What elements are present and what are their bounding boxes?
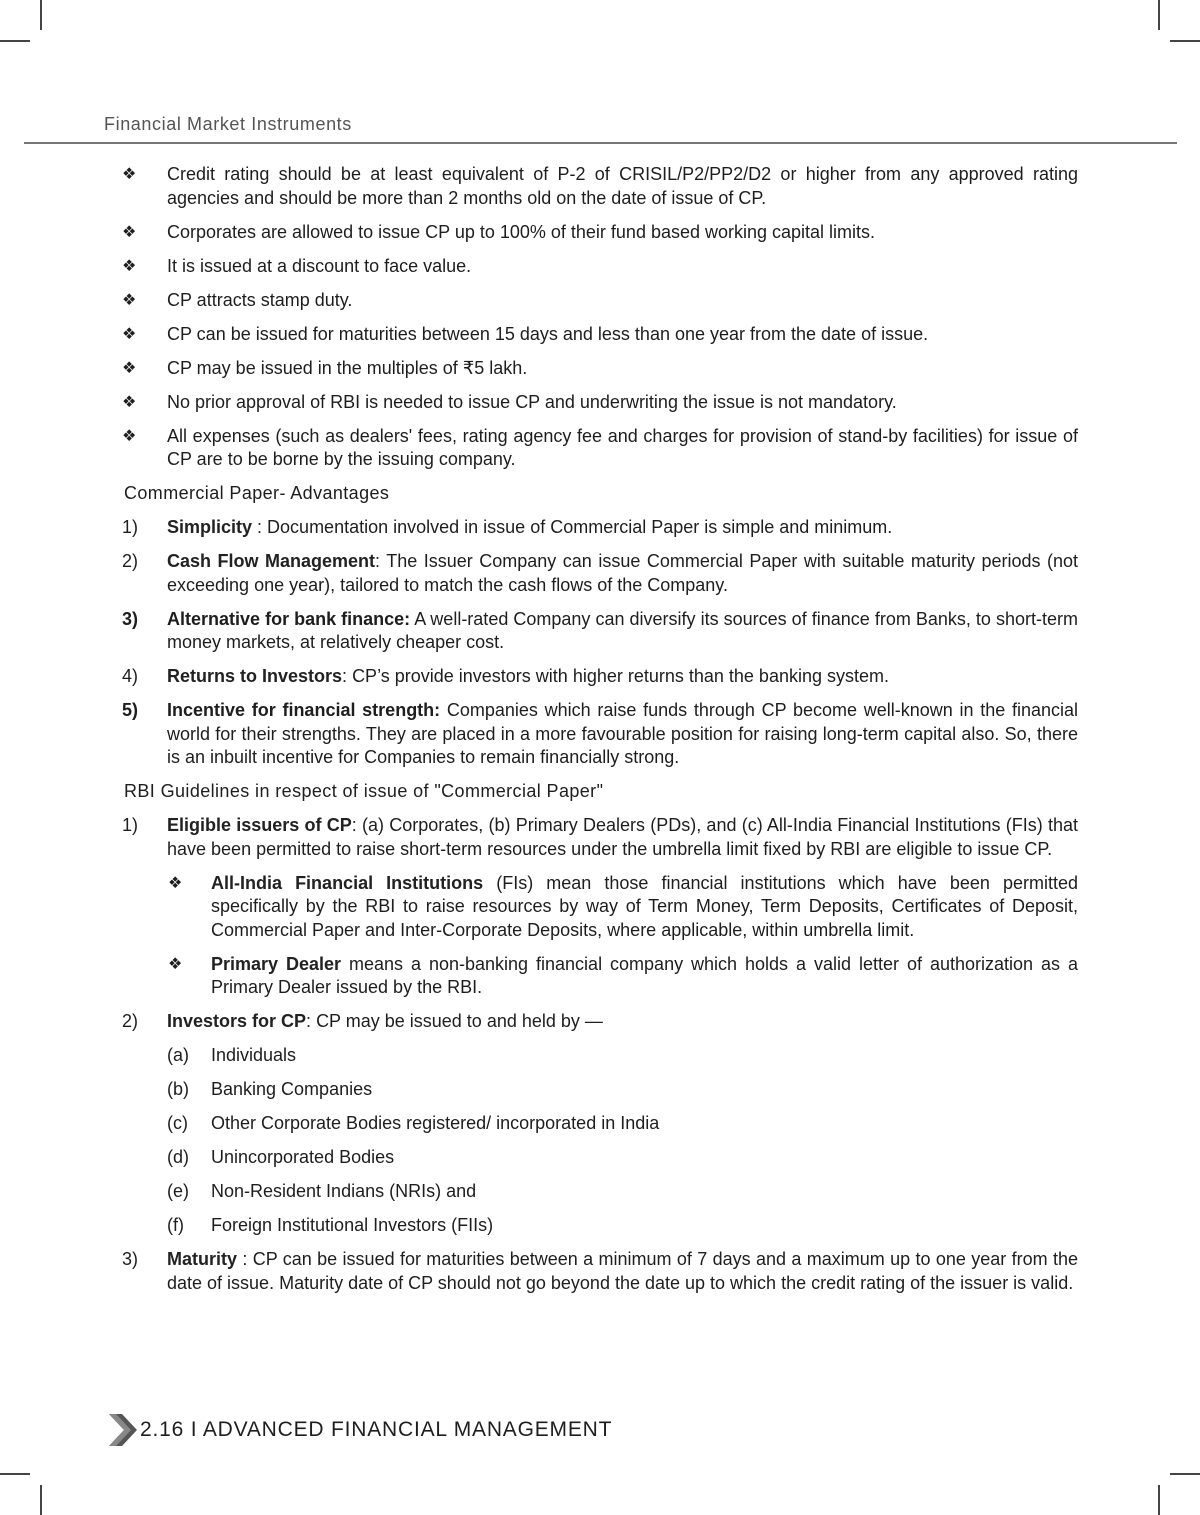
chevron-right-icon bbox=[108, 1414, 138, 1446]
list-item: 1) Simplicity : Documentation involved in issue of Commercial Paper is simple and minimum. bbox=[122, 517, 893, 537]
list-item: ❖ All-India Financial Institutions (FIs) mean those financial institutions which have been permitted specifically by the RBI to raise resources by way of Term Money, Term Deposits, Certificates of Deposit, Commercial Paper and Inter-Corporate Deposits, where applicable, within umbrella limit. bbox=[168, 872, 1078, 940]
list-item: ❖ CP can be issued for maturities between 15 days and less than one year from the date of issue. bbox=[0, 323, 1200, 347]
diamond-bullet-icon: ❖ bbox=[122, 166, 137, 183]
diamond-bullet-icon: ❖ bbox=[122, 427, 137, 445]
list-item: ❖ All expenses (such as dealers' fees, rating agency fee and charges for provision of stand-by facilities) for issue of CP are to be borne by the issuing company. bbox=[122, 425, 1078, 469]
list-item: ❖ Credit rating should be at least equivalent of P-2 of CRISIL/P2/PP2/D2 or higher from any approved rating agencies and should be more than 2 months old on the date of issue of CP. bbox=[122, 164, 1078, 208]
diamond-bullet-icon: ❖ bbox=[122, 257, 137, 275]
footer-text: 2.16 I ADVANCED FINANCIAL MANAGEMENT bbox=[140, 1418, 613, 1441]
list-item: 4) Returns to Investors: CP’s provide investors with higher returns than the banking system. bbox=[122, 666, 889, 686]
running-header: Financial Market Instruments bbox=[104, 114, 352, 134]
section-heading: Commercial Paper- Advantages bbox=[124, 483, 390, 503]
diamond-bullet-icon: ❖ bbox=[122, 325, 137, 343]
crop-mark bbox=[1170, 40, 1200, 42]
diamond-bullet-icon: ❖ bbox=[122, 223, 137, 241]
list-item: (c) Other Corporate Bodies registered/ incorporated in India bbox=[167, 1113, 660, 1133]
section-heading: RBI Guidelines in respect of issue of "Commercial Paper" bbox=[124, 781, 604, 801]
list-item: (d) Unincorporated Bodies bbox=[167, 1147, 395, 1167]
list-item: (b) Banking Companies bbox=[167, 1079, 373, 1099]
list-item: ❖ Corporates are allowed to issue CP up to 100% of their fund based working capital limits. bbox=[0, 221, 1200, 245]
diamond-bullet-icon: ❖ bbox=[168, 874, 183, 892]
list-item: (e) Non-Resident Indians (NRIs) and bbox=[167, 1181, 477, 1201]
list-item: ❖ CP attracts stamp duty. bbox=[0, 289, 1200, 313]
crop-mark bbox=[1170, 1473, 1200, 1475]
list-item: 1) Eligible issuers of CP: (a) Corporates, (b) Primary Dealers (PDs), and (c) All-India Financial Institutions (FIs) that have been permitted to raise short-term resources under the umbrella limit fixed by RBI are eligible to issue CP. bbox=[122, 815, 1078, 859]
list-item: ❖ CP may be issued in the multiples of ₹5 lakh. bbox=[0, 357, 1200, 381]
crop-mark bbox=[1158, 1485, 1160, 1515]
diamond-bullet-icon: ❖ bbox=[168, 955, 183, 973]
crop-mark bbox=[40, 1485, 42, 1515]
crop-mark bbox=[0, 40, 30, 42]
list-item: (f) Foreign Institutional Investors (FIIs) bbox=[167, 1215, 494, 1235]
diamond-bullet-icon: ❖ bbox=[122, 359, 137, 377]
list-item: 2) Cash Flow Management: The Issuer Company can issue Commercial Paper with suitable maturity periods (not exceeding one year), tailored to match the cash flows of the Company. bbox=[122, 551, 1078, 595]
diamond-bullet-icon: ❖ bbox=[122, 393, 137, 411]
list-item: 3) Alternative for bank finance: A well-rated Company can diversify its sources of finance from Banks, to short-term money markets, at relatively cheaper cost. bbox=[122, 608, 1078, 652]
list-item: ❖ Primary Dealer means a non-banking financial company which holds a valid letter of authorization as a Primary Dealer issued by the RBI. bbox=[168, 953, 1078, 997]
page-content bbox=[0, 163, 1200, 1306]
list-item: ❖ It is issued at a discount to face value. bbox=[0, 255, 1200, 279]
page-footer bbox=[108, 1414, 612, 1446]
list-item: 2) Investors for CP: CP may be issued to and held by — bbox=[122, 1011, 603, 1031]
list-item: 3) Maturity : CP can be issued for maturities between a minimum of 7 days and a maximum up to one year from the date of issue. Maturity date of CP should not go beyond the date up to which the credit rating of the issuer is valid. bbox=[122, 1249, 1078, 1293]
crop-mark bbox=[1158, 0, 1160, 30]
diamond-bullet-icon: ❖ bbox=[122, 291, 137, 309]
list-item: ❖ No prior approval of RBI is needed to issue CP and underwriting the issue is not mandatory. bbox=[0, 391, 1200, 415]
list-item: 5) Incentive for financial strength: Companies which raise funds through CP become well-known in the financial world for their strengths. They are placed in a more favourable position for raising long-term capital also. So, there is an inbuilt incentive for Companies to remain financially strong. bbox=[122, 700, 1078, 767]
crop-mark bbox=[40, 0, 42, 30]
list-item: (a) Individuals bbox=[167, 1045, 297, 1065]
crop-mark bbox=[0, 1473, 30, 1475]
header-rule bbox=[24, 142, 1177, 144]
